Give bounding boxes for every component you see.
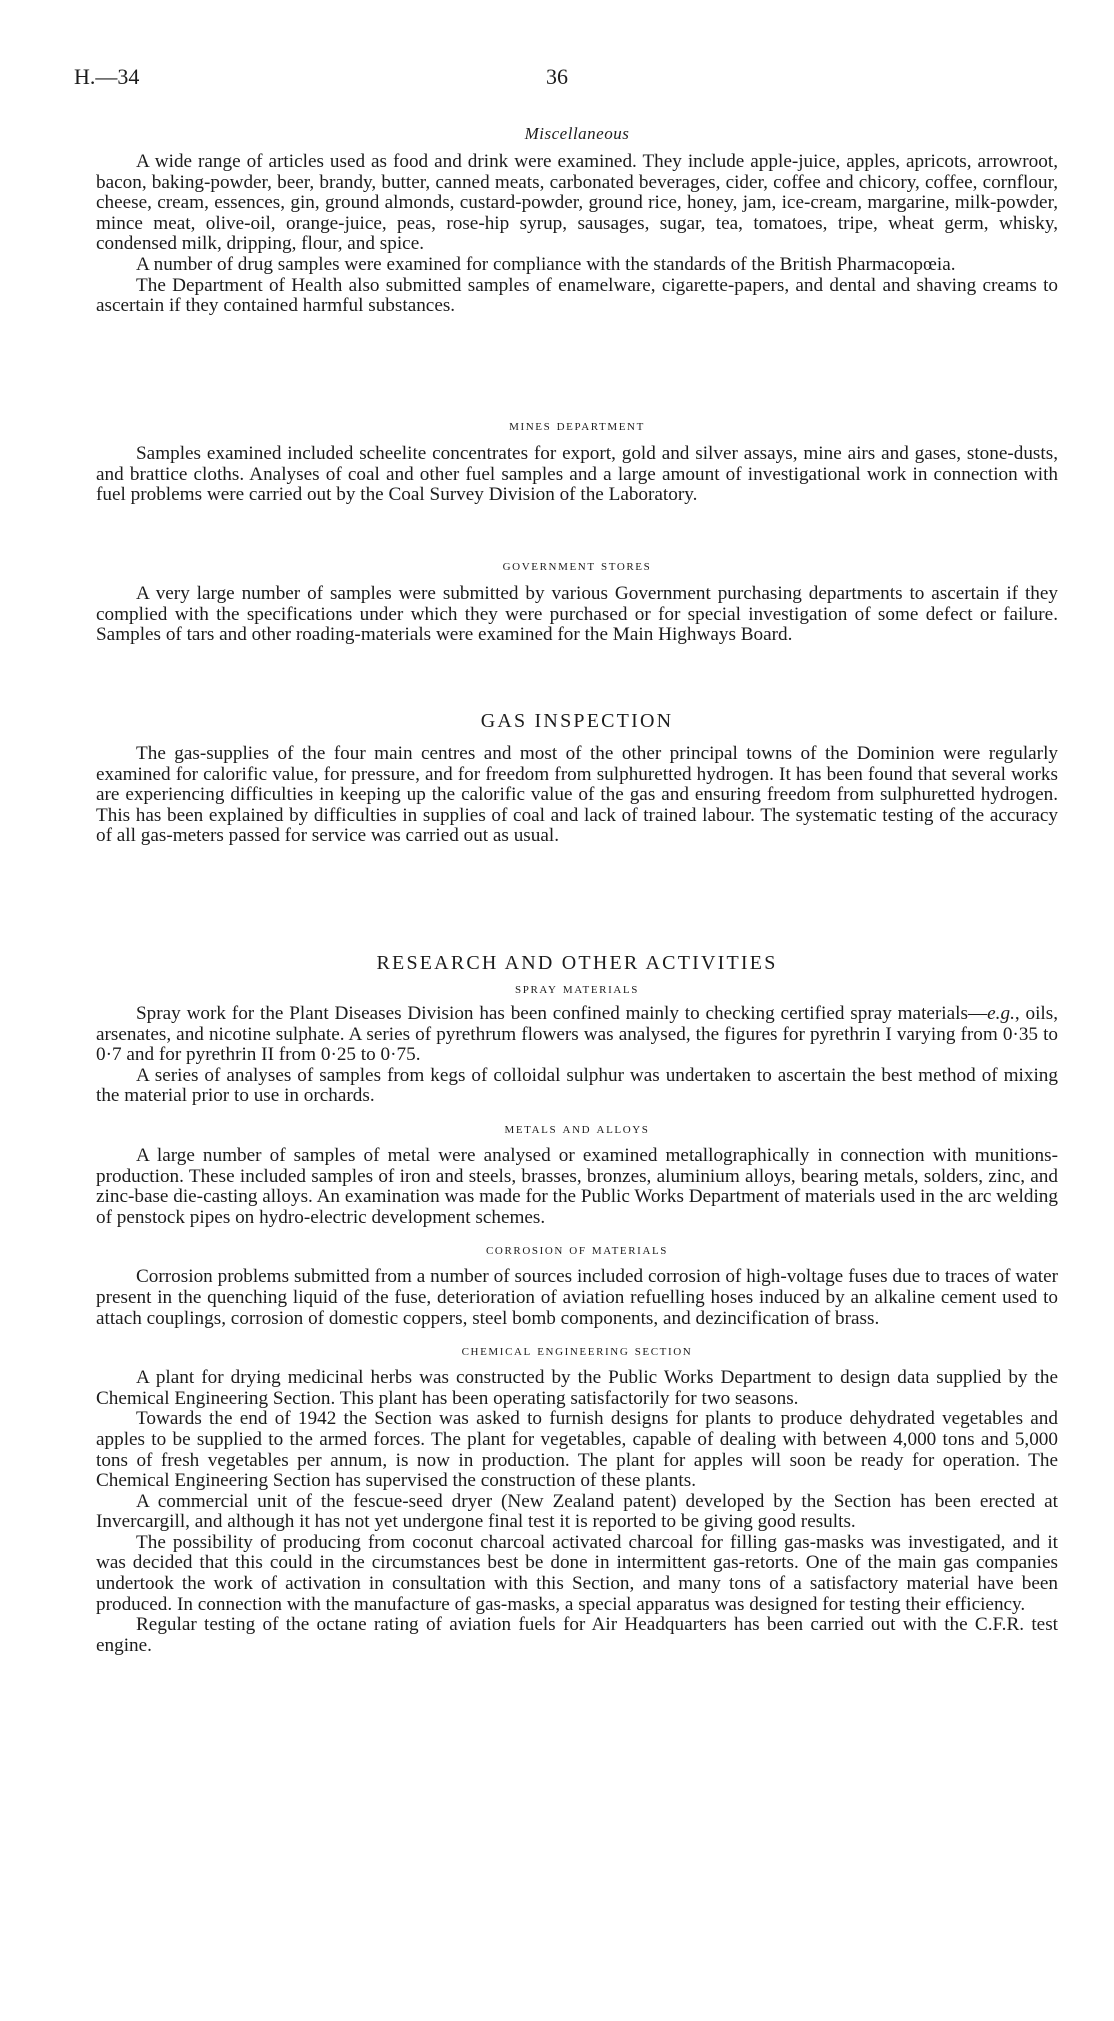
paragraph: Samples examined included scheelite concentrates for export, gold and silver assays, mine airs and gases, stone-dusts, and brattice cloths. Analyses of coal and other fuel samples and a large amount of investigational work in connection with fuel problems were carried out by the Coal Survey Division of the Laboratory. (96, 443, 1058, 506)
paragraph: A wide range of articles used as food and drink were examined. They include apple-juice, apples, apricots, arrowroot, bacon, baking-powder, beer, brandy, butter, canned meats, carbonated beverages, cider, coffee and chicory, coffee, cornflour, cheese, cream, essences, gin, ground almonds, custard-powder, ground rice, honey, jam, ice-cream, margarine, milk-powder, mince meat, olive-oil, orange-juice, peas, rose-hip syrup, sausages, sugar, tea, tomatoes, tripe, wheat germ, whisky, condensed milk, dripping, flour, and spice. (96, 151, 1058, 255)
paragraph: A commercial unit of the fescue-seed dryer (New Zealand patent) developed by the Section has been erected at Invercargill, and although it has not yet undergone final test it is reported to be giving good results. (96, 1490, 1058, 1533)
paragraph: Spray work for the Plant Diseases Division has been confined mainly to checking certified spray materials—e.g., oils, arsenates, and nicotine sulphate. A series of pyrethrum flowers was analysed, the figures for pyrethrin I varying from 0·35 to 0·7 and for pyrethrin II from 0·25 to 0·75. (96, 1003, 1058, 1066)
paragraph: A large number of samples of metal were analysed or examined metallographically in connection with munitions-production. These included samples of iron and steels, brasses, bronzes, aluminium alloys, bearing metals, solders, zinc, and zinc-base die-casting alloys. An examination was made for the Public Works Department of materials used in the arc welding of penstock pipes on hydro-electric development schemes. (96, 1144, 1058, 1228)
paragraph: The gas-supplies of the four main centres and most of the other principal towns of the Dominion were regularly examined for calorific value, for pressure, and for freedom from sulphuretted hydrogen. It has been found that several works are experiencing difficulties in keeping up the calorific value of the gas and ensuring freedom from sulphuretted hydrogen. This has been explained by difficulties in supplies of coal and lack of trained labour. The systematic testing of the accuracy of all gas-meters passed for service was carried out as usual. (96, 743, 1058, 847)
heading-corrosion-of-materials: corrosion of materials (485, 1242, 669, 1259)
heading-government-stores: government stores (502, 558, 652, 574)
section-miscellaneous (96, 124, 1058, 317)
paragraph: The Department of Health also submitted samples of enamelware, cigarette-papers, and dental and shaving creams to ascertain if they contained harmful substances. (96, 274, 1058, 317)
paragraph: Corrosion problems submitted from a number of sources included corrosion of high-voltage fuses due to traces of water present in the quenching liquid of the fuse, deterioration of aviation refuelling hoses induced by an alkaline cement used to attach couplings, corrosion of domestic coppers, steel bomb components, and dezincification of brass. (96, 1266, 1058, 1329)
paragraph: Regular testing of the octane rating of aviation fuels for Air Headquarters has been carried out with the C.F.R. test engine. (96, 1614, 1058, 1656)
heading-miscellaneous: Miscellaneous (524, 124, 630, 143)
report-code: H.—34 (74, 64, 140, 89)
heading-mines-department: mines department (509, 418, 645, 434)
paragraph: A very large number of samples were submitted by various Government purchasing departments to ascertain if they complied with the specifications under which they were purchased or for special investigation of some defect or failure. Samples of tars and other roading-materials were examined for the Main Highways Board. (96, 583, 1058, 646)
heading-spray-materials: spray materials (515, 981, 639, 997)
heading-metals-and-alloys: metals and alloys (504, 1120, 650, 1137)
section-government-stores (96, 558, 1058, 646)
paragraph: A series of analyses of samples from kegs of colloidal sulphur was undertaken to ascertain the best method of mixing the material prior to use in orchards. (96, 1064, 1058, 1107)
paragraph: A plant for drying medicinal herbs was constructed by the Public Works Department to design data supplied by the Chemical Engineering Section. This plant has been operating satisfactorily for two seasons. (96, 1367, 1058, 1409)
paragraph: Towards the end of 1942 the Section was asked to furnish designs for plants to produce dehydrated vegetables and apples to be supplied to the armed forces. The plant for vegetables, capable of dealing with between 4,000 tons and 5,000 tons of fresh vegetables per annum, is now in production. The plant for apples will soon be ready for operation. The Chemical Engineering Section has supervised the construction of these plants. (96, 1408, 1058, 1492)
paragraph: The possibility of producing from coconut charcoal activated charcoal for filling gas-masks was investigated, and it was decided that this could in the circumstances best be done in intermittent gas-retorts. One of the main gas companies undertook the work of activation in consultation with this Section, and many tons of a satisfactory material have been produced. In connection with the manufacture of gas-masks, a special apparatus was designed for testing their efficiency. (96, 1531, 1058, 1615)
section-gas-inspection (96, 710, 1058, 847)
paragraph: A number of drug samples were examined for compliance with the standards of the British Pharmacopœia. (136, 253, 956, 275)
heading-chemical-engineering-section: chemical engineering section (461, 1343, 693, 1360)
section-research (96, 952, 1058, 1656)
heading-gas-inspection: GAS INSPECTION (480, 710, 674, 732)
page-number: 36 (546, 64, 568, 89)
section-mines (96, 418, 1058, 506)
heading-research-activities: RESEARCH AND OTHER ACTIVITIES (376, 952, 778, 974)
